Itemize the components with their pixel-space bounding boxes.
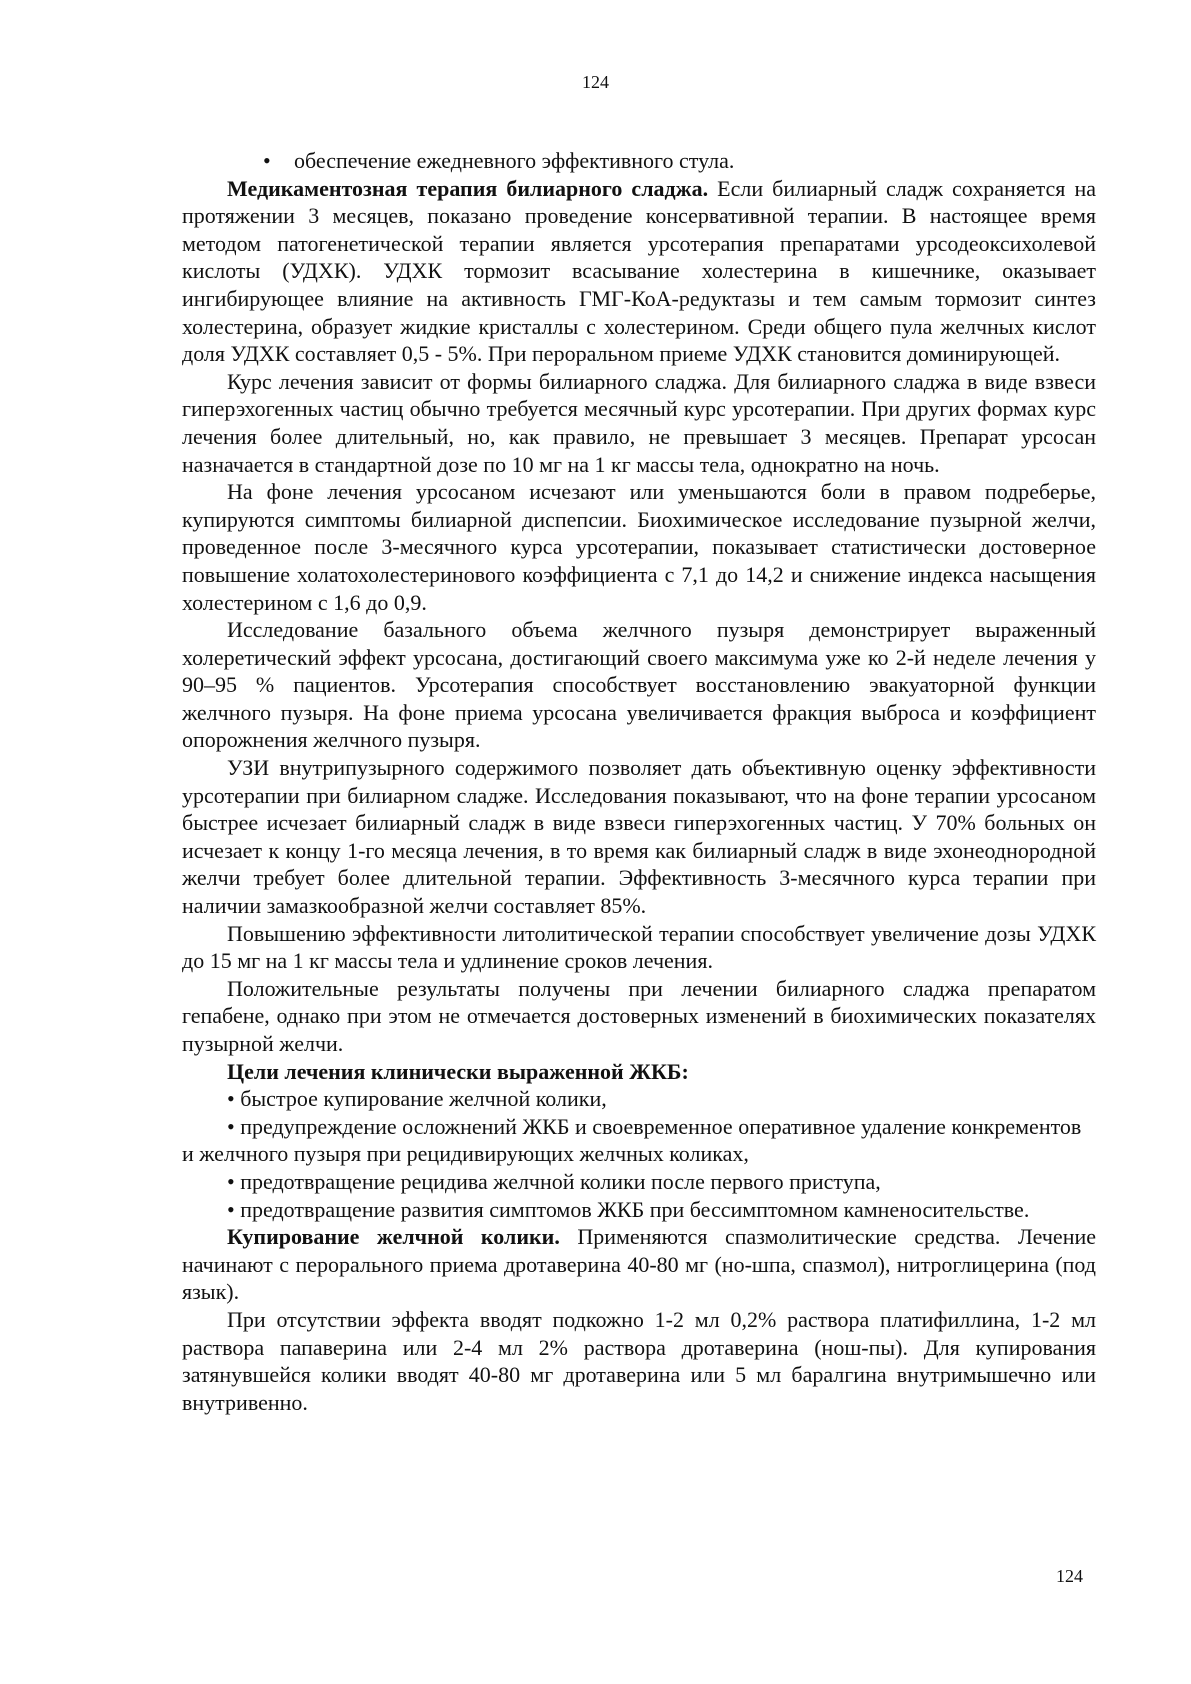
paragraph-no-effect: При отсутствии эффекта вводят подкожно 1-2 мл 0,2% раствора платифиллина, 1-2 мл раствора папаверина или 2-4 мл 2% раствора дротаверина (нош-пы). Для купирования затянувшейся колики вводят 40-80 мг дротаверина или 5 мл баралгина внутримышечно или внутривенно. [182, 1306, 1096, 1415]
paragraph-colic-relief [182, 1223, 1096, 1306]
page-number-top: 124 [582, 72, 609, 92]
paragraph-drug-therapy [182, 175, 1096, 368]
goal-item: • предупреждение осложнений ЖКБ и своевременное оперативное удаление конкрементов и желчного пузыря при рецидивирующих желчных коликах, [182, 1113, 1082, 1167]
paragraph-text: Если билиарный сладж сохраняется на протяжении 3 месяцев, показано проведение консервативной терапии. В настоящее время методом патогенетической терапии является урсотерапия препаратами урсодеоксихолевой кислоты (УДХК). УДХК тормозит всасывание холестерина в кишечнике, оказывает ингибирующее влияние на активность ГМГ-КоА-редуктазы и тем самым тормозит синтез холестерина, образует жидкие кристаллы с холестерином. Среди общего пула желчных кислот доля УДХК составляет 0,5 - 5%. При пероральном приеме УДХК становится доминирующей. [182, 175, 1096, 367]
paragraph-course: Курс лечения зависит от формы билиарного сладжа. Для билиарного сладжа в виде взвеси гиперэхогенных частиц обычно требуется месячный курс урсотерапии. При других формах курс лечения более длительный, но, как правило, не превышает 3 месяцев. Препарат урсосан назначается в стандартной дозе по 10 мг на 1 кг массы тела, однократно на ночь. [182, 368, 1096, 477]
goals-heading: Цели лечения клинически выраженной ЖКБ: [227, 1058, 689, 1084]
paragraph-text: Применяются спазмолитические средства. Лечение начинают с перорального приема дротаверина 40-80 мг (но-шпа, спазмол), нитроглицерина (под язык). [182, 1224, 1097, 1305]
paragraph-hepabene: Положительные результаты получены при лечении билиарного сладжа препаратом гепабене, однако при этом не отмечается достоверных изменений в биохимических показателях пузырной желчи. [182, 975, 1096, 1056]
goal-item: • предотвращение рецидива желчной колики после первого приступа, [227, 1168, 881, 1194]
page-body [182, 147, 1096, 1416]
bullet-item [182, 147, 1096, 175]
paragraph-symptoms: На фоне лечения урсосаном исчезают или уменьшаются боли в правом подреберье, купируются симптомы билиарной диспепсии. Биохимическое исследование пузырной желчи, проведенное после 3-месячного курса урсотерапии, показывает статистически достоверное повышение холатохолестеринового коэффициента с 7,1 до 14,2 и снижение индекса насыщения холестерином с 1,6 до 0,9. [182, 479, 1096, 615]
goal-item: • быстрое купирование желчной колики, [227, 1086, 607, 1112]
goal-item: • предотвращение развития симптомов ЖКБ при бессимптомном камненосительстве. [227, 1196, 1030, 1222]
page-number-bottom: 124 [1056, 1566, 1083, 1586]
paragraph-dose: Повышению эффективности литолитической терапии способствует увеличение дозы УДХК до 15 мг на 1 кг массы тела и удлинение сроков лечения. [182, 920, 1096, 974]
paragraph-ultrasound: УЗИ внутрипузырного содержимого позволяет дать объективную оценку эффективности урсотерапии при билиарном сладже. Исследования показывают, что на фоне терапии урсосаном быстрее исчезает билиарный сладж в виде взвеси гиперэхогенных частиц. У 70% больных он исчезает к концу 1-го месяца лечения, в то время как билиарный сладж в виде эхонеоднородной желчи требует более длительной терапии. Эффективность 3-месячного курса терапии при наличии замазкообразной желчи составляет 85%. [182, 755, 1096, 919]
bullet-text: обеспечение ежедневного эффективного стула. [294, 148, 735, 173]
bullet-marker: • [263, 148, 271, 173]
paragraph-basal-volume: Исследование базального объема желчного пузыря демонстрирует выраженный холеретический эффект урсосана, достигающий своего максимума уже ко 2-й неделе лечения у 90–95 % пациентов. Урсотерапия способствует восстановлению эвакуаторной функции желчного пузыря. На фоне приема урсосана увеличивается фракция выброса и коэффициент опорожнения желчного пузыря. [182, 617, 1096, 753]
paragraph-heading: Медикаментозная терапия билиарного сладжа. [227, 175, 709, 201]
paragraph-heading: Купирование желчной колики. [227, 1224, 560, 1250]
